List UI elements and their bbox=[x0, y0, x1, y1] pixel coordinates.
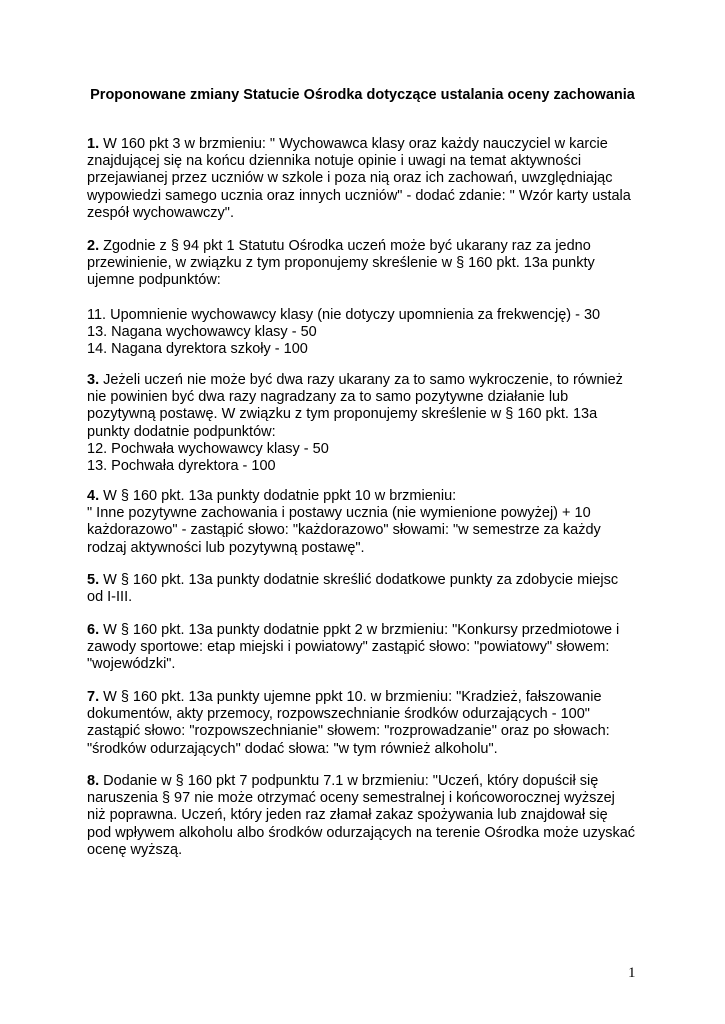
paragraph-number: 5. bbox=[87, 572, 100, 588]
paragraph-line: przejawianej przez uczniów w szkole i poza nią oraz ich zachowań, uwzględniając bbox=[87, 170, 613, 187]
paragraph-number: 1. bbox=[87, 136, 100, 152]
paragraph-line: 5. W § 160 pkt. 13a punkty dodatnie skreślić dodatkowe punkty za zdobycie miejsc bbox=[87, 572, 619, 588]
document-title: Proponowane zmiany Statucie Ośrodka dotyczące ustalania oceny zachowania bbox=[90, 87, 635, 103]
paragraph-line: 8. Dodanie w § 160 pkt 7 podpunktu 7.1 w brzmieniu: "Uczeń, który dopuścił się bbox=[87, 773, 599, 789]
list-item: 13. Nagana wychowawcy klasy - 50 bbox=[87, 324, 317, 341]
paragraph-line: " Inne pozytywne zachowania i postawy ucznia (nie wymienione powyżej) + 10 bbox=[87, 505, 591, 522]
paragraph-line: zespół wychowawczy". bbox=[87, 204, 234, 221]
paragraph-line: punkty dodatnie podpunktów: bbox=[87, 423, 276, 440]
paragraph-line: 7. W § 160 pkt. 13a punkty ujemne ppkt 10. w brzmieniu: "Kradzież, fałszowanie bbox=[87, 689, 602, 705]
page-number: 1 bbox=[628, 965, 636, 981]
paragraph-line: dokumentów, akty przemocy, rozpowszechnianie środków odurzających - 100" bbox=[87, 706, 590, 723]
paragraph-line: każdorazowo" - zastąpić słowo: "każdorazowo" słowami: "w semestrze za każdy bbox=[87, 522, 601, 539]
paragraph-number: 2. bbox=[87, 238, 100, 254]
paragraph-line: ujemne podpunktów: bbox=[87, 272, 221, 289]
paragraph-4 bbox=[87, 488, 601, 557]
paragraph-number: 6. bbox=[87, 622, 100, 638]
paragraph-3 bbox=[87, 372, 623, 475]
paragraph-1 bbox=[87, 136, 631, 222]
list-item: 12. Pochwała wychowawcy klasy - 50 bbox=[87, 440, 329, 457]
paragraph-line: nie powinien być dwa razy nagradzany za to samo pozytywne działanie lub bbox=[87, 389, 569, 406]
paragraph-6 bbox=[87, 622, 619, 674]
paragraph-line bbox=[87, 290, 600, 307]
paragraph-2 bbox=[87, 238, 600, 358]
list-item: 13. Pochwała dyrektora - 100 bbox=[87, 458, 276, 475]
paragraph-line: pozytywną postawę. W związku z tym proponujemy skreślenie w § 160 pkt. 13a bbox=[87, 406, 598, 423]
paragraph-8 bbox=[87, 773, 635, 859]
paragraph-number: 8. bbox=[87, 773, 100, 789]
paragraph-number: 7. bbox=[87, 689, 100, 705]
paragraph-5 bbox=[87, 572, 618, 606]
paragraph-line: 2. Zgodnie z § 94 pkt 1 Statutu Ośrodka uczeń może być ukarany raz za jedno bbox=[87, 238, 591, 254]
paragraph-line: wypowiedzi samego ucznia oraz innych uczniów" - dodać zdanie: " Wzór karty ustala bbox=[87, 187, 631, 204]
paragraph-line: 1. W 160 pkt 3 w brzmieniu: " Wychowawca klasy oraz każdy nauczyciel w karcie bbox=[87, 136, 608, 152]
paragraph-line: ocenę wyższą. bbox=[87, 841, 183, 858]
paragraph-line: zastąpić słowo: "rozpowszechnianie" słowem: "rozprowadzanie" oraz po słowach: bbox=[87, 723, 610, 740]
paragraph-line: 3. Jeżeli uczeń nie może być dwa razy ukarany za to samo wykroczenie, to również bbox=[87, 372, 623, 388]
paragraph-line: przewinienie, w związku z tym proponujemy skreślenie w § 160 pkt. 13a punkty bbox=[87, 255, 595, 272]
paragraph-line: "środków odurzających" dodać słowa: "w tym również alkoholu". bbox=[87, 740, 498, 757]
paragraph-line: rodzaj aktywności lub pozytywną postawę". bbox=[87, 539, 365, 556]
paragraph-line: naruszenia § 97 nie może otrzymać oceny semestralnej i końcoworocznej wyższej bbox=[87, 790, 615, 807]
paragraph-line: niż poprawna. Uczeń, który jeden raz złamał zakaz spożywania lub znajdował się bbox=[87, 807, 608, 824]
paragraph-line: "wojewódzki". bbox=[87, 656, 176, 673]
paragraph-line: 6. W § 160 pkt. 13a punkty dodatnie ppkt 2 w brzmieniu: "Konkursy przedmiotowe i bbox=[87, 622, 620, 638]
paragraph-line: pod wpływem alkoholu albo środków odurzających na terenie Ośrodka może uzyskać bbox=[87, 824, 636, 841]
paragraph-7 bbox=[87, 689, 610, 758]
paragraph-line: znajdującej się na końcu dziennika notuje opinie i uwagi na temat aktywności bbox=[87, 153, 582, 170]
list-item: 14. Nagana dyrektora szkoły - 100 bbox=[87, 341, 308, 358]
paragraph-line: zawody sportowe: etap miejski i powiatowy" zastąpić słowo: "powiatowy" słowem: bbox=[87, 639, 610, 656]
list-item: 11. Upomnienie wychowawcy klasy (nie dotyczy upomnienia za frekwencję) - 30 bbox=[87, 306, 601, 323]
paragraph-number: 3. bbox=[87, 372, 100, 388]
paragraph-number: 4. bbox=[87, 488, 100, 504]
paragraph-line: 4. W § 160 pkt. 13a punkty dodatnie ppkt 10 w brzmieniu: bbox=[87, 488, 457, 504]
paragraph-line: od I-III. bbox=[87, 589, 133, 606]
